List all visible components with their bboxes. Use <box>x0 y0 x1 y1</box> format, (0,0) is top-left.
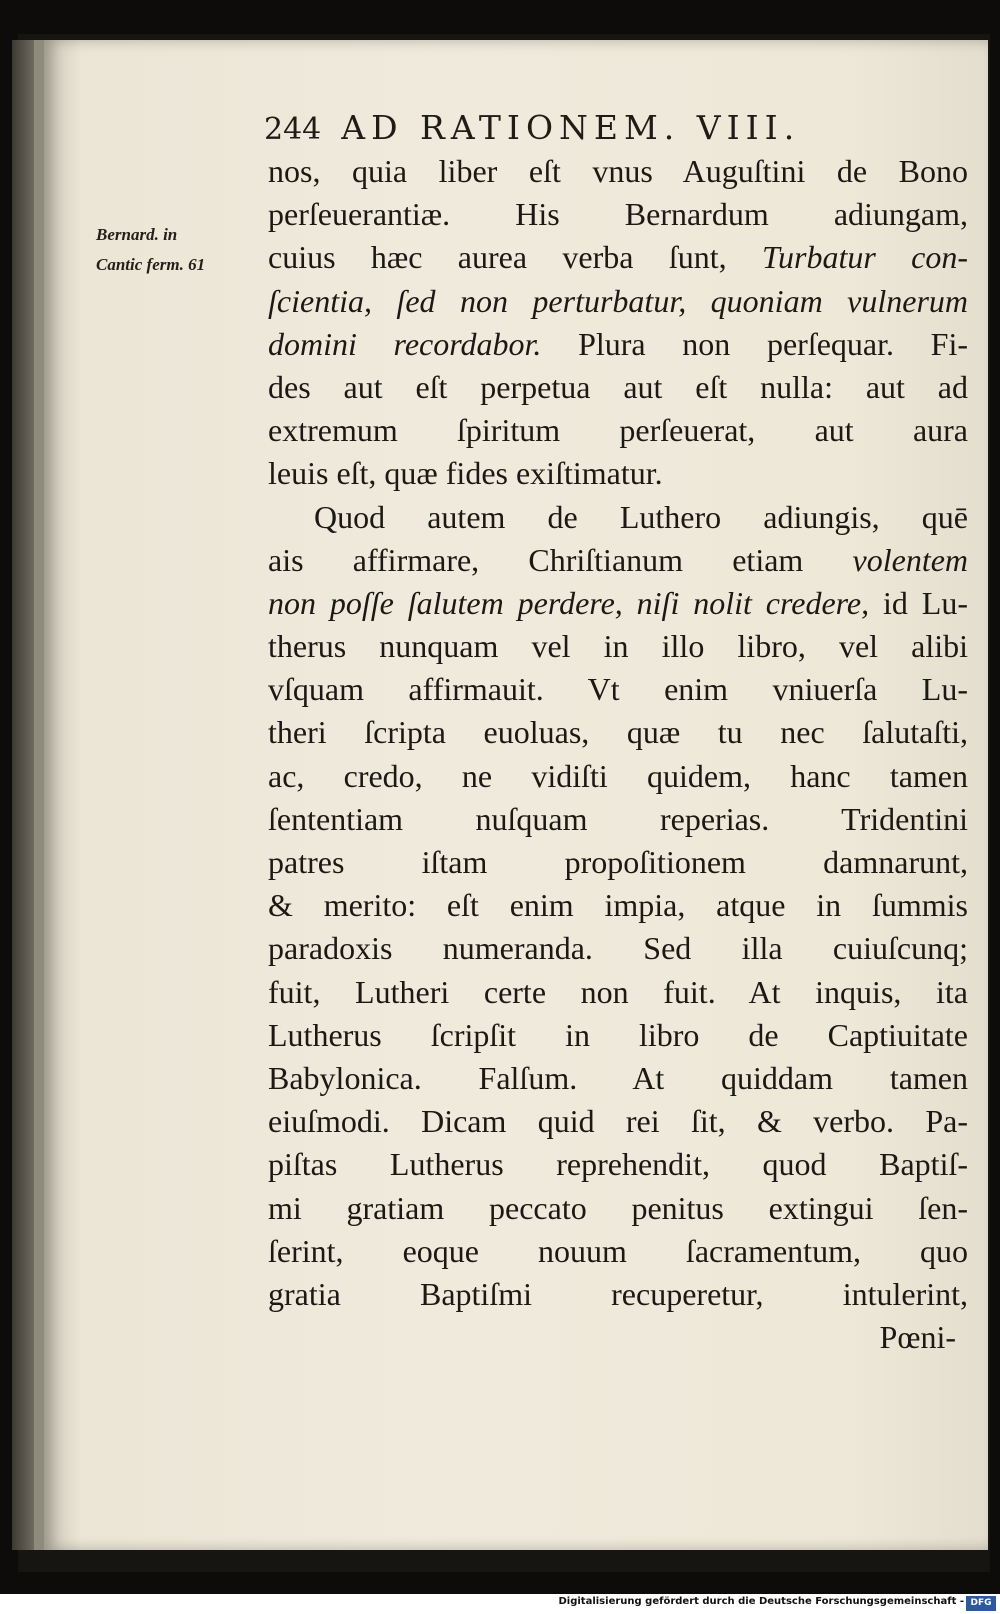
text-line: ſententiam nuſquam reperias. Tridentini <box>268 800 968 837</box>
text-line: leuis eſt, quæ fides exiſtimatur. <box>268 455 663 492</box>
text-line: piſtas Lutherus reprehendit, quod Baptiſ- <box>268 1146 968 1183</box>
text-line: Babylonica. Falſum. At quiddam tamen <box>268 1059 968 1096</box>
italic-quote: non poſſe ſalutem perdere, niſi nolit credere, <box>268 584 870 621</box>
text-line <box>268 236 968 279</box>
text-line: eiuſmodi. Dicam quid rei ſit, & verbo. Pa- <box>268 1103 968 1140</box>
text-line <box>268 582 968 625</box>
text-line: gratia Baptiſmi recuperetur, intulerint, <box>268 1275 968 1312</box>
text-line: vſquam affirmauit. Vt enim vniuerſa Lu- <box>268 671 968 708</box>
text-line: ſerint, eoque nouum ſacramentum, quo <box>268 1232 968 1269</box>
text-line <box>268 323 968 366</box>
marginal-note <box>96 220 271 280</box>
text-line: Lutherus ſcripſit in libro de Captiuitate <box>268 1016 968 1053</box>
footer-bar <box>0 1594 1000 1614</box>
text-line <box>268 539 968 582</box>
text-line: des aut eſt perpetua aut eſt nulla: aut ad <box>268 368 968 405</box>
funding-notice: Digitalisierung gefördert durch die Deutsche Forschungsgemeinschaft - <box>558 1596 964 1607</box>
text-line: patres iſtam propoſitionem damnarunt, <box>268 844 968 880</box>
margin-note-line: Cantic ferm. 61 <box>96 255 206 274</box>
italic-quote: Turbatur con- <box>761 239 968 276</box>
running-title: AD RATIONEM. VIII. <box>341 108 801 147</box>
text-line: Quod autem de Luthero adiungis, quē <box>314 498 968 535</box>
dfg-logo-icon: DFG <box>966 1596 996 1611</box>
page-edges <box>12 40 34 1550</box>
running-head <box>264 108 904 147</box>
text-line: fuit, Lutheri certe non fuit. At inquis, ita <box>268 973 968 1010</box>
italic-quote: volentem <box>852 541 968 578</box>
text-line: ac, credo, ne vidiſti quidem, hanc tamen <box>268 757 968 794</box>
text-line-italic: ſcientia, ſed non perturbatur, quoniam vulnerum <box>268 282 968 319</box>
text-line: theri ſcripta euoluas, quæ tu nec ſalutaſti, <box>268 714 968 751</box>
text-line: mi gratiam peccato penitus extingui ſen- <box>268 1189 968 1226</box>
text-span: Plura non perſequar. Fi- <box>578 325 968 362</box>
text-span: cuius hæc aurea verba ſunt, <box>268 239 727 276</box>
margin-note-line: Bernard. in <box>96 225 178 244</box>
text-line: perſeuerantiæ. His Bernardum adiungam, <box>268 196 968 233</box>
text-line: & merito: eſt enim impia, atque in ſummis <box>268 887 968 924</box>
text-span: id Lu- <box>883 584 968 621</box>
body-text <box>268 150 968 1359</box>
text-span: ais affirmare, Chriſtianum etiam <box>268 541 804 578</box>
text-line: nos, quia liber eſt vnus Auguſtini de Bono <box>268 153 968 189</box>
text-line: extremum ſpiritum perſeuerat, aut aura <box>268 412 968 449</box>
italic-quote: domini recordabor. <box>268 325 542 362</box>
page-number: 244 <box>264 112 322 147</box>
catchword: Pœni- <box>879 1319 956 1356</box>
text-line: paradoxis numeranda. Sed illa cuiuſcunq; <box>268 930 968 967</box>
text-line: therus nunquam vel in illo libro, vel alibi <box>268 628 968 665</box>
